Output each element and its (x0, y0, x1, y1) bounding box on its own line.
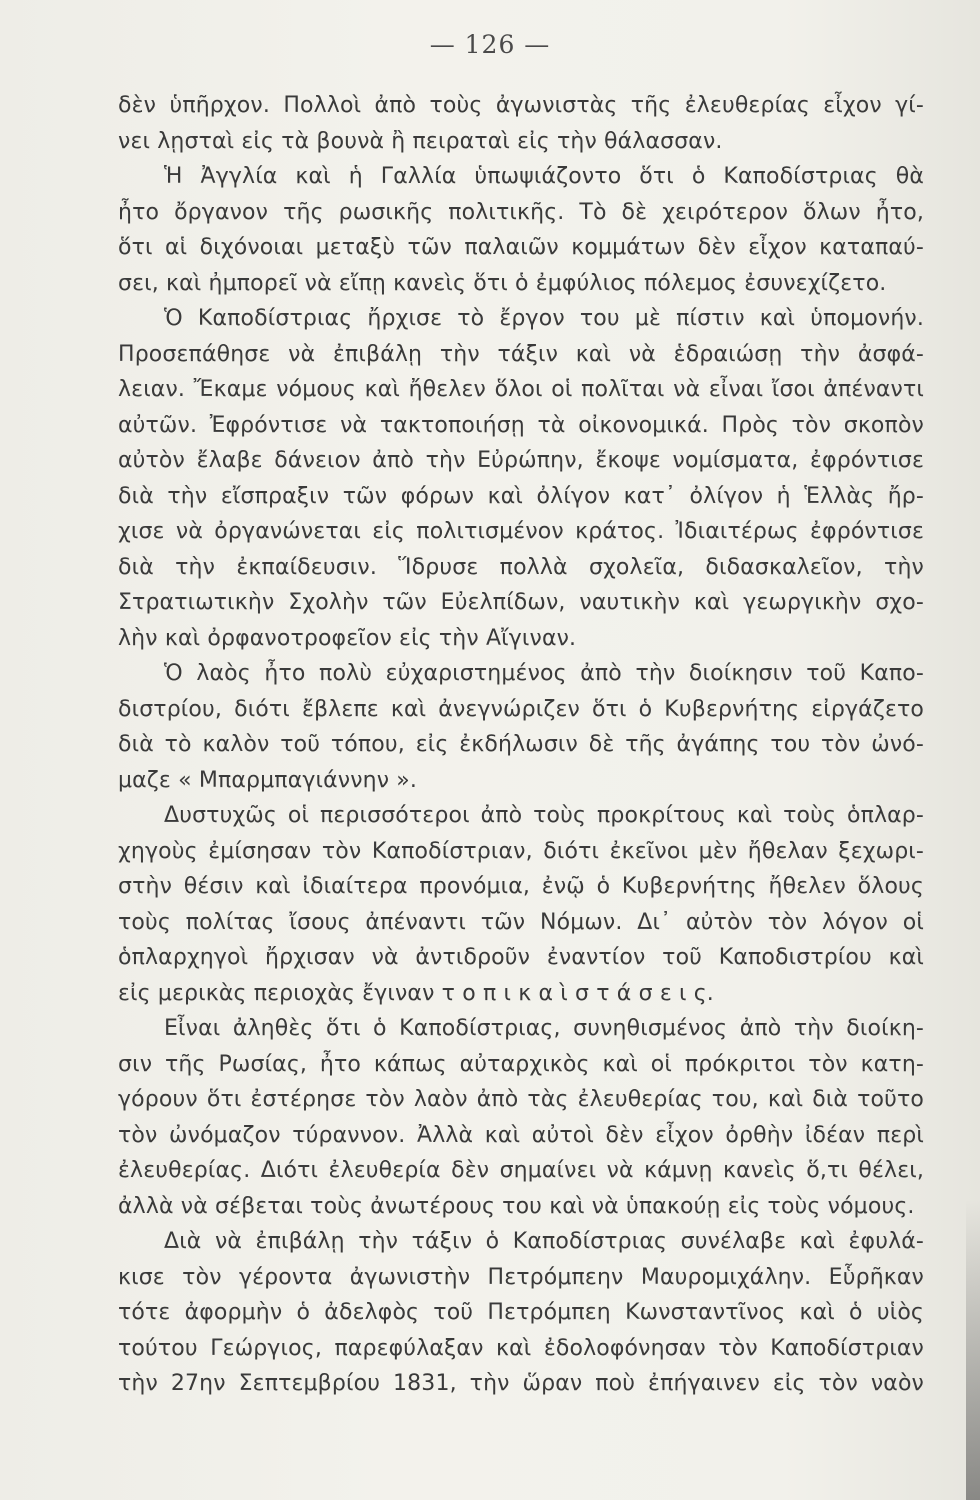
text-line: Εἶναι ἀληθὲς ὅτι ὁ Καποδίστριας, συνηθισμένος ἀπὸ τὴν διοίκη- (164, 1016, 924, 1041)
text-line: ἐλευθερίας. Διότι ἐλευθερία δὲν σημαίνει νὰ κάμνῃ κανεὶς ὅ,τι θέλει, (118, 1158, 924, 1183)
text-line: εἰς μερικὰς περιοχὰς ἔγιναν τ ο π ι κ α ὶ σ τ ά σ ε ι ς. (118, 980, 714, 1006)
text-line: τοὺς πολίτας ἴσους ἀπέναντι τῶν Νόμων. Δι᾽ αὐτὸν τὸν λόγον οἱ (118, 909, 924, 935)
text-line: νει λῃσταὶ εἰς τὰ βουνὰ ἢ πειραταὶ εἰς τὴν θάλασσαν. (118, 128, 723, 154)
text-line: δὲν ὑπῆρχον. Πολλοὶ ἀπὸ τοὺς ἀγωνιστὰς τῆς ἐλευθερίας εἶχον γί- (118, 93, 924, 118)
text-line: διὰ τὴν ἐκπαίδευσιν. Ἵδρυσε πολλὰ σχολεῖα, διδασκαλεῖον, τὴν (118, 554, 924, 580)
text-line: γόρουν ὅτι ἐστέρησε τὸν λαὸν ἀπὸ τὰς ἐλευθερίας του, καὶ διὰ τοῦτο (118, 1087, 924, 1112)
text-line: ἀλλὰ νὰ σέβεται τοὺς ἀνωτέρους του καὶ νὰ ὑπακούῃ εἰς τοὺς νόμους. (118, 1193, 915, 1219)
text-line: Ἡ Ἀγγλία καὶ ἡ Γαλλία ὑπωψιάζοντο ὅτι ὁ Καποδίστριας θὰ (164, 164, 924, 189)
text-line: Ὁ Καποδίστριας ἤρχισε τὸ ἔργον του μὲ πίστιν καὶ ὑπομονήν. (164, 306, 924, 331)
text-line: τὴν 27ην Σεπτεμβρίου 1831, τὴν ὥραν ποὺ ἐπήγαινεν εἰς τὸν ναὸν (118, 1371, 924, 1396)
text-line: ἦτο ὄργανον τῆς ρωσικῆς πολιτικῆς. Τὸ δὲ χειρότερον ὅλων ἦτο, (118, 199, 924, 225)
text-line: ὁπλαρχηγοὶ ἤρχισαν νὰ ἀντιδροῦν ἐναντίον τοῦ Καποδιστρίου καὶ (118, 945, 924, 970)
text-line: σει, καὶ ἠμπορεῖ νὰ εἴπῃ κανεὶς ὅτι ὁ ἐμφύλιος πόλεμος ἐσυνεχίζετο. (118, 270, 887, 296)
page-number: — 126 — (429, 30, 551, 59)
text-line: κισε τὸν γέροντα ἀγωνιστὴν Πετρόμπεην Μαυρομιχάλην. Εὗρῆκαν (118, 1264, 924, 1290)
text-line: χηγοὺς ἐμίσησαν τὸν Καποδίστριαν, διότι ἐκεῖνοι μὲν ἤθελαν ξεχωρι- (118, 838, 924, 864)
text-line: τούτου Γεώργιος, παρεφύλαξαν καὶ ἐδολοφόνησαν τὸν Καποδίστριαν (118, 1335, 924, 1361)
text-line: χισε νὰ ὀργανώνεται εἰς πολιτισμένον κράτος. Ἰδιαιτέρως ἐφρόντισε (118, 519, 924, 544)
body-text (118, 88, 924, 1402)
text-line: Ὁ λαὸς ἦτο πολὺ εὐχαριστημένος ἀπὸ τὴν διοίκησιν τοῦ Καπο- (164, 661, 924, 686)
text-line: Στρατιωτικὴν Σχολὴν τῶν Εὐελπίδων, ναυτικὴν καὶ γεωργικὴν σχο- (118, 590, 924, 615)
text-line: στὴν θέσιν καὶ ἰδιαίτερα προνόμια, ἐνῷ ὁ Κυβερνήτης ἤθελεν ὅλους (118, 874, 924, 899)
text-line: διὰ τὴν εἴσπραξιν τῶν φόρων καὶ ὀλίγον κατ᾽ ὀλίγον ἡ Ἑλλὰς ἤρ- (118, 483, 924, 509)
text-line: λὴν καὶ ὀρφανοτροφεῖον εἰς τὴν Αἴγιναν. (118, 625, 577, 651)
text-line: τὸν ὠνόμαζον τύραννον. Ἀλλὰ καὶ αὐτοὶ δὲν εἶχον ὀρθὴν ἰδέαν περὶ (118, 1122, 924, 1148)
text-line: αὐτῶν. Ἐφρόντισε νὰ τακτοποιήσῃ τὰ οἰκονομικά. Πρὸς τὸν σκοπὸν (118, 412, 924, 438)
text-line: αὐτὸν ἔλαβε δάνειον ἀπὸ τὴν Εὐρώπην, ἔκοψε νομίσματα, ἐφρόντισε (118, 448, 924, 473)
text-line: μαζε « Μπαρμπαγιάννην ». (118, 767, 418, 793)
text-line: Προσεπάθησε νὰ ἐπιβάλῃ τὴν τάξιν καὶ νὰ ἑδραιώσῃ τὴν ἀσφά- (118, 341, 924, 367)
text-line: Διὰ νὰ ἐπιβάλῃ τὴν τάξιν ὁ Καποδίστριας συνέλαβε καὶ ἐφυλά- (164, 1229, 924, 1254)
text-line: διὰ τὸ καλὸν τοῦ τόπου, εἰς ἐκδήλωσιν δὲ τῆς ἀγάπης του τὸν ὠνό- (118, 732, 924, 757)
text-line: λειαν. Ἔκαμε νόμους καὶ ἤθελεν ὅλοι οἱ πολῖται νὰ εἶναι ἴσοι ἀπέναντι (118, 377, 924, 402)
text-line: διστρίου, διότι ἔβλεπε καὶ ἀνεγνώριζεν ὅτι ὁ Κυβερνήτης εἰργάζετο (118, 696, 924, 722)
text-line: Δυστυχῶς οἱ περισσότεροι ἀπὸ τοὺς προκρίτους καὶ τοὺς ὁπλαρ- (164, 803, 924, 828)
text-line: τότε ἀφορμὴν ὁ ἀδελφὸς τοῦ Πετρόμπεη Κωνσταντῖνος καὶ ὁ υἱὸς (118, 1300, 924, 1325)
text-line: σιν τῆς Ρωσίας, ἦτο κάπως αὐταρχικὸς καὶ οἱ πρόκριτοι τὸν κατη- (118, 1051, 924, 1077)
text-line: ὅτι αἱ διχόνοιαι μεταξὺ τῶν παλαιῶν κομμάτων δὲν εἶχον καταπαύ- (118, 235, 924, 260)
page-shadow-edge (966, 1200, 980, 1500)
